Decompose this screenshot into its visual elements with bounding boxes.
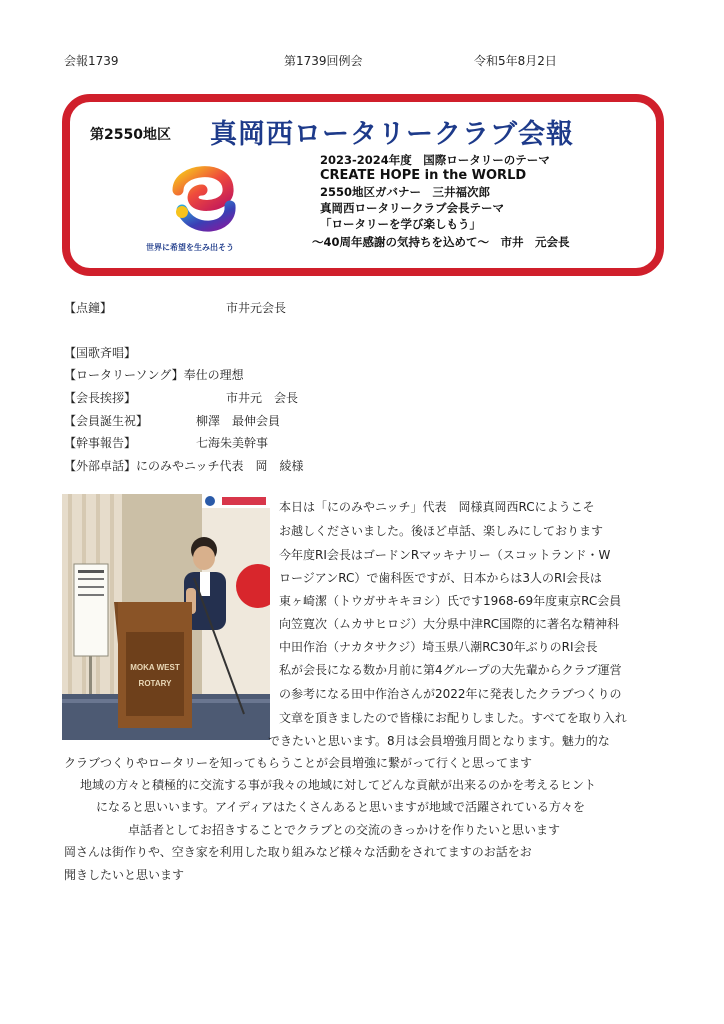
program-value: 柳澤 最伸会員 [196, 414, 281, 428]
program-label: 【点鐘】 [64, 301, 113, 315]
program-label: 【会員誕生祝】 [64, 414, 149, 428]
logo-caption: 世界に希望を生み出そう [146, 243, 234, 252]
theme-line: 「ロータリーを学び楽しもう」 [320, 217, 481, 231]
body-text-line: 私が会長になる数か月前に第4グループの大先輩からクラブ運営 [279, 663, 622, 677]
body-text-line: 卓話者としてお招きすることでクラブとの交流のきっかけを作りたいと思います [128, 823, 561, 837]
program-label: 【ロータリーソング】 [64, 368, 184, 382]
body-text-line: 地域の方々と積極的に交流する事が我々の地域に対してどんな貢献が出来るのかを考えるヒント [80, 778, 597, 792]
program-item [64, 343, 136, 363]
body-text-line: 岡さんは街作りや、空き家を利用した取り組みなど様々な活動をされてますのお話をお [64, 845, 532, 859]
program-label: 【外部卓話】 [64, 459, 137, 473]
body-text-line: になると思いいます。アイディアはたくさんあると思いますが地域で活躍されている方々を [96, 800, 586, 814]
body-text-line: できたいと思います。8月は会員増強月間となります。魅力的な [268, 734, 610, 748]
meeting-number: 第1739回例会 [284, 54, 363, 68]
newsletter-banner [62, 94, 664, 276]
body-text-line: 文章を頂きましたので皆様にお配りしました。すべてを取り入れ [279, 711, 627, 725]
program-label: 【幹事報告】 [64, 436, 137, 450]
theme-line: CREATE HOPE in the WORLD [320, 168, 527, 183]
body-text-line: 中田作治（ナカタサクジ）埼玉県八潮RC30年ぶりのRI会長 [279, 640, 598, 654]
theme-line: 真岡西ロータリークラブ会長テーマ [320, 201, 504, 215]
program-item [64, 365, 244, 385]
program-label: 【会長挨拶】 [64, 391, 137, 405]
podium-label-1: MOKA WEST [130, 663, 180, 672]
program-value: 市井元 会長 [226, 391, 299, 405]
speaker-photo [62, 494, 270, 740]
theme-line: 2023-2024年度 国際ロータリーのテーマ [320, 153, 550, 167]
body-text-line: 今年度RI会長はゴードンRマッキナリー（スコットランド・W [279, 548, 611, 562]
body-text-line: 本日は「にのみやニッチ」代表 岡様真岡西RCにようこそ [279, 500, 595, 514]
program-item [64, 433, 269, 453]
program-item [64, 298, 287, 318]
program-value: にのみやニッチ代表 岡 綾様 [136, 459, 304, 473]
body-text-line: の参考になる田中作治さんが2022年に発表したクラブつくりの [279, 687, 622, 701]
theme-line: ～40周年感謝の気持ちを込めて～ 市井 元会長 [312, 235, 570, 249]
body-text-line: クラブつくりやロータリーを知ってもらうことが会員増強に繋がって行くと思ってます [64, 756, 533, 770]
club-title: 真岡西ロータリークラブ会報 [210, 119, 574, 150]
program-label: 【国歌斉唱】 [64, 346, 137, 360]
district-label: 第2550地区 [90, 127, 171, 143]
program-item [64, 411, 281, 431]
meeting-date: 令和5年8月2日 [474, 54, 557, 68]
podium-label-2: ROTARY [138, 679, 172, 688]
program-item [64, 388, 299, 408]
body-text-line: ロージアンRC）で歯科医ですが、日本からは3人のRI会長は [279, 571, 602, 585]
issue-number: 会報1739 [64, 54, 119, 68]
program-value: 七海朱美幹事 [196, 436, 269, 450]
theme-line: 2550地区ガバナー 三井福次郎 [320, 185, 491, 199]
body-text-line: お越しくださいました。後ほど卓話、楽しみにしております [279, 524, 604, 538]
body-text-line: 東ヶ崎潔（トウガサキキヨシ）氏です1968-69年度東京RC会員 [279, 594, 622, 608]
body-text-line: 向笠寛次（ムカサヒロジ）大分県中津RC国際的に著名な精神科 [279, 617, 620, 631]
rotary-theme-logo-icon [168, 160, 240, 238]
program-item [64, 456, 304, 476]
program-value: 市井元会長 [226, 301, 287, 315]
body-text-line: 聞きしたいと思います [64, 868, 185, 882]
program-value: 奉仕の理想 [183, 368, 244, 382]
